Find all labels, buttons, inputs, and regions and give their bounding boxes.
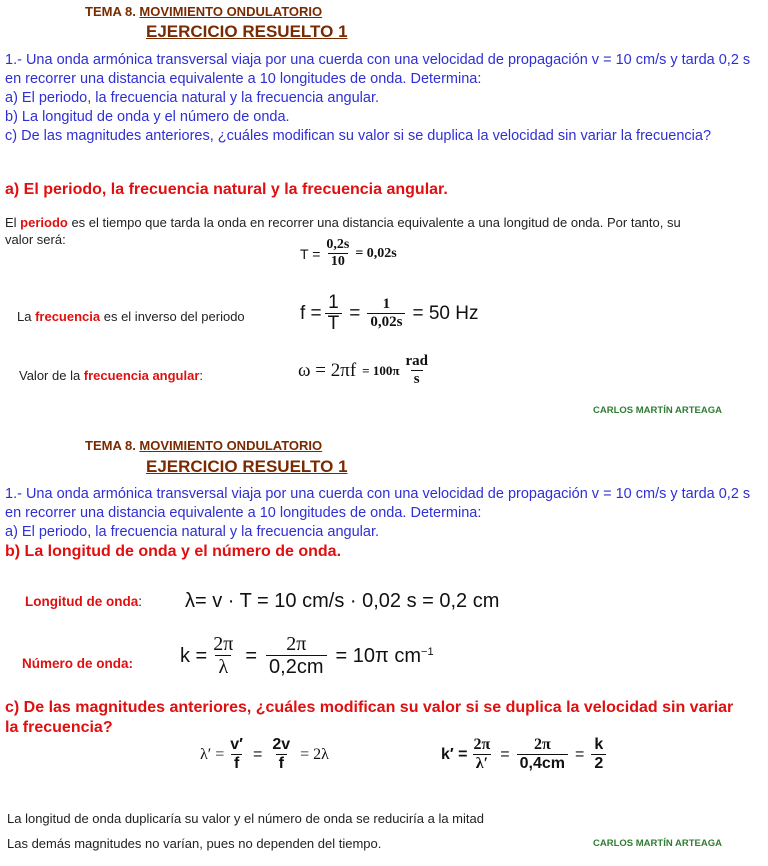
k-prime-equals-2: = xyxy=(575,745,585,763)
section-b-heading: b) La longitud de onda y el número de onda. xyxy=(5,543,342,560)
topic-header xyxy=(85,4,322,19)
problem-statement xyxy=(5,51,760,146)
period-text-post: es el tiempo que tarda la onda en recorrer una distancia equivalente a una longitud de onda. Por tanto, su xyxy=(67,215,681,230)
wavenumber-label: Número de onda: xyxy=(22,656,134,671)
k-prime-equals-1: = xyxy=(500,745,510,763)
k-fraction-1 xyxy=(210,634,236,678)
lambda-prime-den1: f xyxy=(231,754,242,773)
k-lhs: k = xyxy=(180,644,208,667)
period-lhs: T = xyxy=(300,245,321,262)
k-result: = 10π cm xyxy=(335,644,422,667)
topic-prefix: TEMA 8. xyxy=(85,4,140,19)
frequency-keyword: frecuencia xyxy=(35,309,101,324)
wavelength-label xyxy=(25,594,142,609)
freq-result: = 50 Hz xyxy=(412,302,479,324)
period-result: = 0,02s xyxy=(355,245,397,261)
statement-c: c) De las magnitudes anteriores, ¿cuáles modifican su valor si se duplica la velocidad sin variar la frecuencia? xyxy=(5,128,712,144)
k-equals: = xyxy=(245,644,258,667)
period-equation xyxy=(300,238,397,269)
section-c-heading: c) De las magnitudes anteriores, ¿cuáles modifican su valor si se duplica la velocidad sin variar la frecuencia? xyxy=(5,699,734,736)
ang-mid: = 100π xyxy=(362,362,400,378)
exercise-title-page2: EJERCICIO RESUELTO 1 xyxy=(146,457,348,476)
k-exponent: −1 xyxy=(421,646,434,658)
k-prime-num2: 2π xyxy=(533,736,551,753)
period-numerator: 0,2s xyxy=(326,237,350,252)
frequency-explanation xyxy=(17,308,245,325)
lambda-prime-fraction-1 xyxy=(227,737,246,772)
freq-lhs: f = xyxy=(300,302,322,324)
k-prime-num1: 2π xyxy=(473,736,491,753)
wavelength-colon: : xyxy=(138,594,142,609)
exercise-title: EJERCICIO RESUELTO 1 xyxy=(146,22,348,41)
period-denominator: 10 xyxy=(328,253,348,269)
freq-equals: = xyxy=(349,302,361,324)
statement-intro-page2: 1.- Una onda armónica transversal viaja por una cuerda con una velocidad de propagación v = 10 cm/s y tarda 0,2 s en recorrer una distancia equivalente a 10 longitudes de onda. Determina: xyxy=(5,486,751,521)
lambda-prime-equals: = xyxy=(253,745,263,763)
topic-name-page2: MOVIMIENTO ONDULATORIO xyxy=(139,438,323,453)
freq-num1: 1 xyxy=(328,292,339,313)
section-a-heading: a) El periodo, la frecuencia natural y la frecuencia angular. xyxy=(5,181,448,198)
k-fraction-2 xyxy=(266,634,326,678)
k-prime-den1: λ′ xyxy=(473,754,491,773)
k-prime-fraction-3 xyxy=(591,737,606,772)
k-den2: 0,2cm xyxy=(266,655,326,678)
wavenumber-equation xyxy=(180,634,434,678)
period-fraction xyxy=(323,238,352,269)
k-num1: 2π xyxy=(213,633,234,655)
topic-prefix-page2: TEMA 8. xyxy=(85,438,140,453)
problem-statement-page2 xyxy=(5,485,760,542)
k-prime-lhs: k′ = xyxy=(441,745,468,763)
ang-text-pre: Valor de la xyxy=(19,368,84,383)
statement-b: b) La longitud de onda y el número de onda. xyxy=(5,109,290,125)
angular-frequency-equation xyxy=(298,354,434,387)
lambda-prime-num2: 2v xyxy=(272,736,291,753)
frequency-equation xyxy=(300,293,478,335)
k-prime-num3: k xyxy=(594,736,604,753)
statement-a: a) El periodo, la frecuencia natural y la frecuencia angular. xyxy=(5,90,379,106)
ang-text-post: : xyxy=(199,368,204,383)
statement-a-page2: a) El periodo, la frecuencia natural y la frecuencia angular. xyxy=(5,524,379,540)
lambda-prime-result: = 2λ xyxy=(300,745,329,763)
freq-den2: 0,02s xyxy=(367,313,405,331)
ang-lhs: ω = 2πf xyxy=(298,359,357,381)
lambda-prime-den2: f xyxy=(276,754,287,773)
wavelength-label-text: Longitud de onda xyxy=(25,594,139,609)
topic-name: MOVIMIENTO ONDULATORIO xyxy=(139,4,323,19)
lambda-prime-num1: v′ xyxy=(230,736,244,753)
ang-unit-fraction xyxy=(402,354,431,387)
statement-intro: 1.- Una onda armónica transversal viaja por una cuerda con una velocidad de propagación v = 10 cm/s y tarda 0,2 s en recorrer una distancia equivalente a 10 longitudes de onda. Determina: xyxy=(5,52,751,87)
author-credit-page1: CARLOS MARTÍN ARTEAGA xyxy=(593,405,722,416)
freq-den1: T xyxy=(325,313,343,335)
ang-unit-den: s xyxy=(411,370,423,388)
freq-text-post: es el inverso del periodo xyxy=(100,309,245,324)
lambda-prime-fraction-2 xyxy=(269,737,293,772)
k-prime-fraction-1 xyxy=(471,737,494,772)
period-keyword: periodo xyxy=(20,215,68,230)
angular-frequency-keyword: frecuencia angular xyxy=(83,368,200,383)
lambda-prime-lhs: λ′ = xyxy=(200,745,225,763)
conclusion-line-2: Las demás magnitudes no varían, pues no dependen del tiempo. xyxy=(7,836,382,851)
freq-text-pre: La xyxy=(17,309,36,324)
period-explanation xyxy=(5,214,681,231)
ang-unit-num: rad xyxy=(405,353,428,369)
author-credit-page2: CARLOS MARTÍN ARTEAGA xyxy=(593,838,722,849)
period-explanation-line2: valor será: xyxy=(5,232,66,247)
k-prime-fraction-2 xyxy=(517,737,568,772)
topic-header-page2 xyxy=(85,438,322,453)
angular-frequency-explanation xyxy=(19,367,203,384)
freq-fraction-1 xyxy=(325,293,343,335)
freq-fraction-2 xyxy=(367,297,405,330)
wavelength-equation: λ= v · T = 10 cm/s · 0,02 s = 0,2 cm xyxy=(185,590,500,612)
k-prime-den2: 0,4cm xyxy=(517,754,568,773)
period-text-pre: El xyxy=(5,215,21,230)
conclusion-line-1: La longitud de onda duplicaría su valor y el número de onda se reduciría a la mitad xyxy=(7,811,484,826)
k-den1: λ xyxy=(215,655,231,678)
lambda-prime-equation xyxy=(200,737,329,772)
freq-num2: 1 xyxy=(382,296,391,313)
k-prime-equation xyxy=(441,737,609,772)
k-prime-den3: 2 xyxy=(591,754,606,773)
k-num2: 2π xyxy=(286,633,307,655)
